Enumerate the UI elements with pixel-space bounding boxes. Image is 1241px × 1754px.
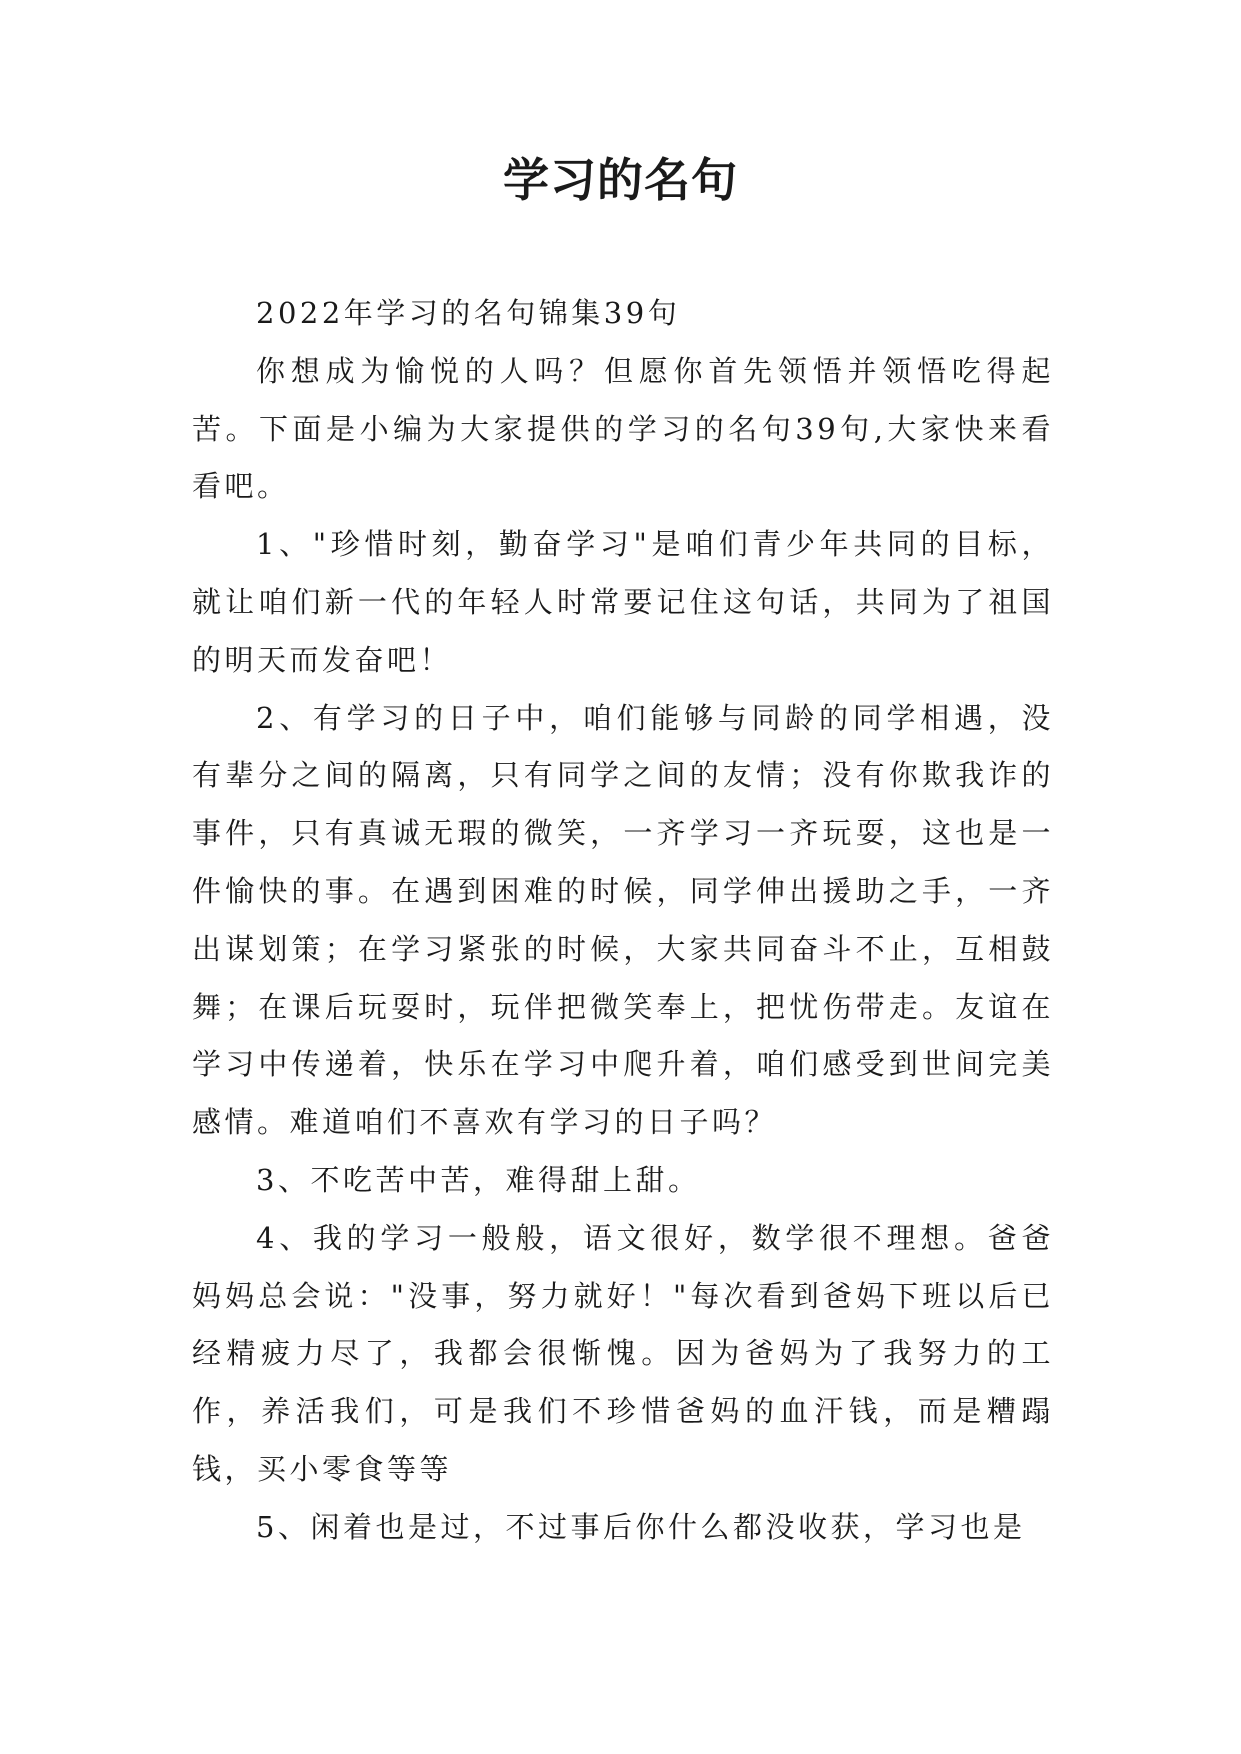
quote-paragraph-3: 3、不吃苦中苦，难得甜上甜。 bbox=[256, 1162, 701, 1197]
quote-paragraph-4: 4、我的学习一般般，语文很好，数学很不理想。爸爸妈妈总会说："没事，努力就好！"每次看到爸妈下班以后已经精疲力尽了，我都会很惭愧。因为爸妈为了我努力的工作，养活我们，可是我们不珍惜爸妈的血汗钱，而是糟蹋钱，买小零食等等 bbox=[192, 1220, 1054, 1486]
quote-paragraph-2: 2、有学习的日子中，咱们能够与同龄的同学相遇，没有辈分之间的隔离，只有同学之间的友情；没有你欺我诈的事件，只有真诚无瑕的微笑，一齐学习一齐玩耍，这也是一件愉快的事。在遇到困难的时候，同学伸出援助之手，一齐出谋划策；在学习紧张的时候，大家共同奋斗不止，互相鼓舞；在课后玩耍时，玩伴把微笑奉上，把忧伤带走。友谊在学习中传递着，快乐在学习中爬升着，咱们感受到世间完美感情。难道咱们不喜欢有学习的日子吗？ bbox=[192, 700, 1054, 1140]
subtitle-line: 2022年学习的名句锦集39句 bbox=[256, 296, 681, 330]
quote-paragraph-5: 5、闲着也是过，不过事后你什么都没收获，学习也是 bbox=[256, 1509, 1026, 1544]
document-body bbox=[192, 285, 1054, 1557]
quote-paragraph-1: 1、"珍惜时刻，勤奋学习"是咱们青少年共同的目标，就让咱们新一代的年轻人时常要记住这句话，共同为了祖国的明天而发奋吧！ bbox=[192, 527, 1054, 677]
intro-paragraph: 你想成为愉悦的人吗？但愿你首先领悟并领悟吃得起苦。下面是小编为大家提供的学习的名句39句,大家快来看看吧。 bbox=[192, 353, 1054, 504]
document-title: 学习的名句 bbox=[503, 153, 738, 207]
